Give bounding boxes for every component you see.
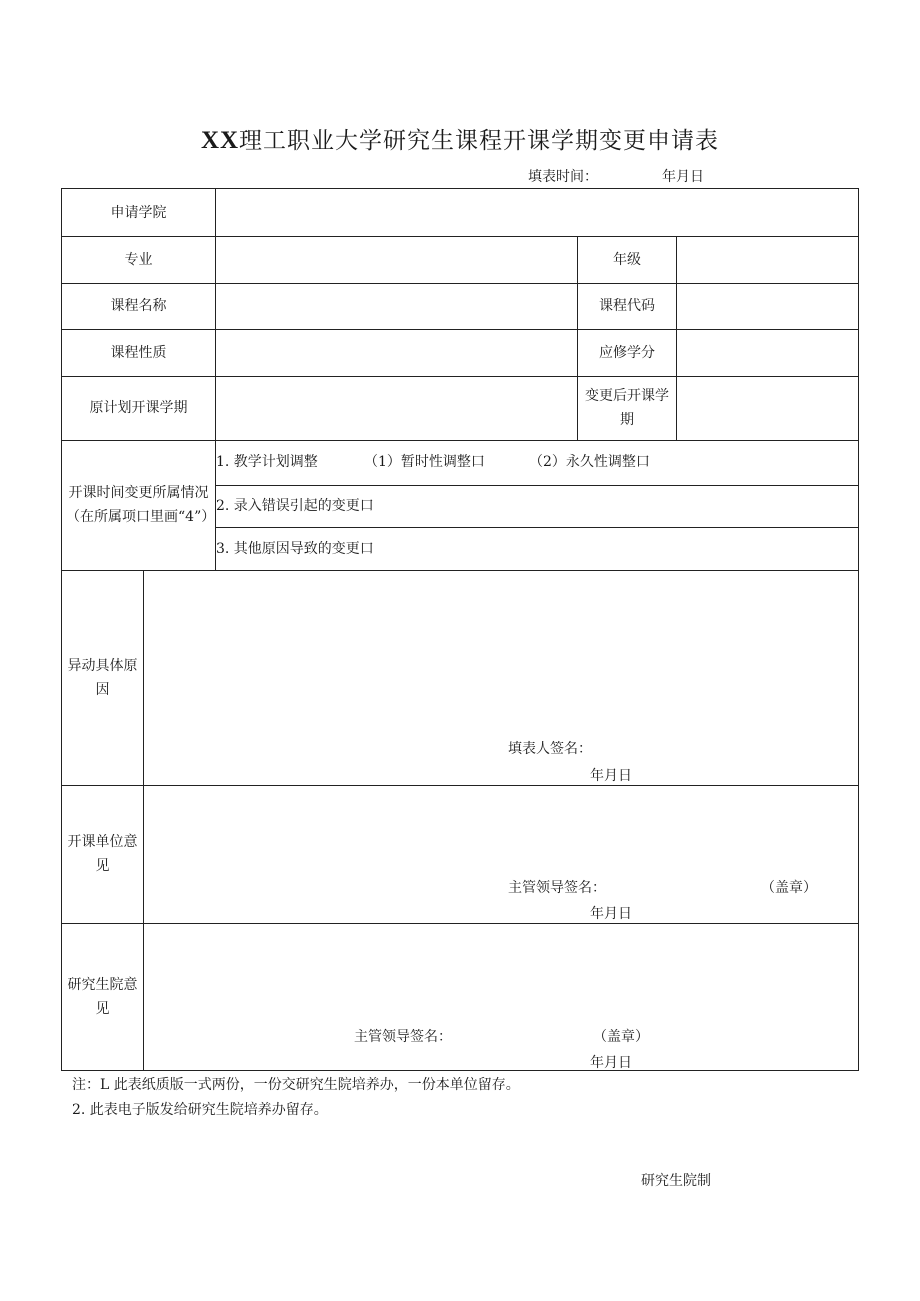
course-nature-input[interactable] (216, 330, 577, 376)
course-code-input[interactable] (677, 284, 859, 329)
course-code-label: 课程代码 (599, 298, 655, 314)
grad-date: 年月日 (590, 1055, 632, 1071)
change-option-row-3 (216, 527, 859, 570)
change-option-row-2 (216, 485, 859, 527)
credit-label: 应修学分 (599, 344, 655, 361)
change-option-3[interactable]: 3. 其他原因导致的变更口 (216, 541, 374, 557)
reason-label: 异动具体原因 (67, 657, 138, 698)
grade-input[interactable] (677, 237, 859, 283)
grad-sign-label: 主管领导签名： (354, 1029, 452, 1045)
major-label: 专业 (124, 251, 153, 268)
course-nature-label: 课程性质 (110, 344, 167, 361)
course-name-input[interactable] (216, 284, 577, 329)
grade-label: 年级 (613, 251, 641, 268)
reason-sign-label: 填表人签名： (508, 741, 592, 757)
reason-input-area[interactable] (144, 571, 859, 785)
original-term-label: 原计划开课学期 (89, 400, 188, 416)
change-type-label: 开课时间变更所属情况（在所属项口里画“4”） (66, 485, 216, 525)
issuer-footer: 研究生院制 (641, 1173, 711, 1189)
application-form-table (61, 188, 859, 1071)
change-option-1[interactable]: 1. 教学计划调整 (216, 454, 318, 470)
course-name-label: 课程名称 (110, 298, 167, 314)
change-option-1b[interactable]: （2）永久性调整口 (529, 454, 650, 470)
change-option-2[interactable]: 2. 录入错误引起的变更口 (216, 498, 374, 514)
original-term-input[interactable] (216, 377, 577, 440)
note-2: 2. 此表电子版发给研究生院培养办留存。 (72, 1102, 328, 1118)
reason-date: 年月日 (590, 768, 632, 784)
note-1: 注：L 此表纸质版一式两份，一份交研究生院培养办，一份本单位留存。 (72, 1077, 520, 1093)
change-option-1a[interactable]: （1）暂时性调整口 (364, 454, 485, 470)
new-term-label: 变更后开课学期 (585, 388, 669, 428)
college-label: 申请学院 (110, 204, 167, 221)
dept-sign-label: 主管领导签名： (508, 880, 606, 896)
major-input[interactable] (216, 237, 577, 283)
dept-opinion-input-area[interactable] (144, 786, 859, 923)
fill-time-date: 年月日 (662, 169, 704, 185)
credit-input[interactable] (677, 330, 859, 376)
dept-opinion-label: 开课单位意见 (67, 834, 138, 874)
change-option-row-1 (216, 440, 859, 485)
grad-opinion-label: 研究生院意见 (67, 977, 138, 1017)
grad-seal: （盖章） (593, 1029, 649, 1045)
page-title (0, 122, 920, 155)
fill-time-line (528, 166, 704, 186)
dept-seal: （盖章） (761, 880, 817, 896)
grad-opinion-input-area[interactable] (144, 924, 859, 1071)
dept-date: 年月日 (590, 906, 632, 922)
college-input[interactable] (216, 189, 859, 236)
title-prefix: XX (200, 127, 240, 154)
fill-time-label: 填表时间： (528, 169, 598, 185)
new-term-input[interactable] (677, 377, 859, 440)
title-text: 理工职业大学研究生课程开课学期变更申请表 (239, 128, 720, 154)
